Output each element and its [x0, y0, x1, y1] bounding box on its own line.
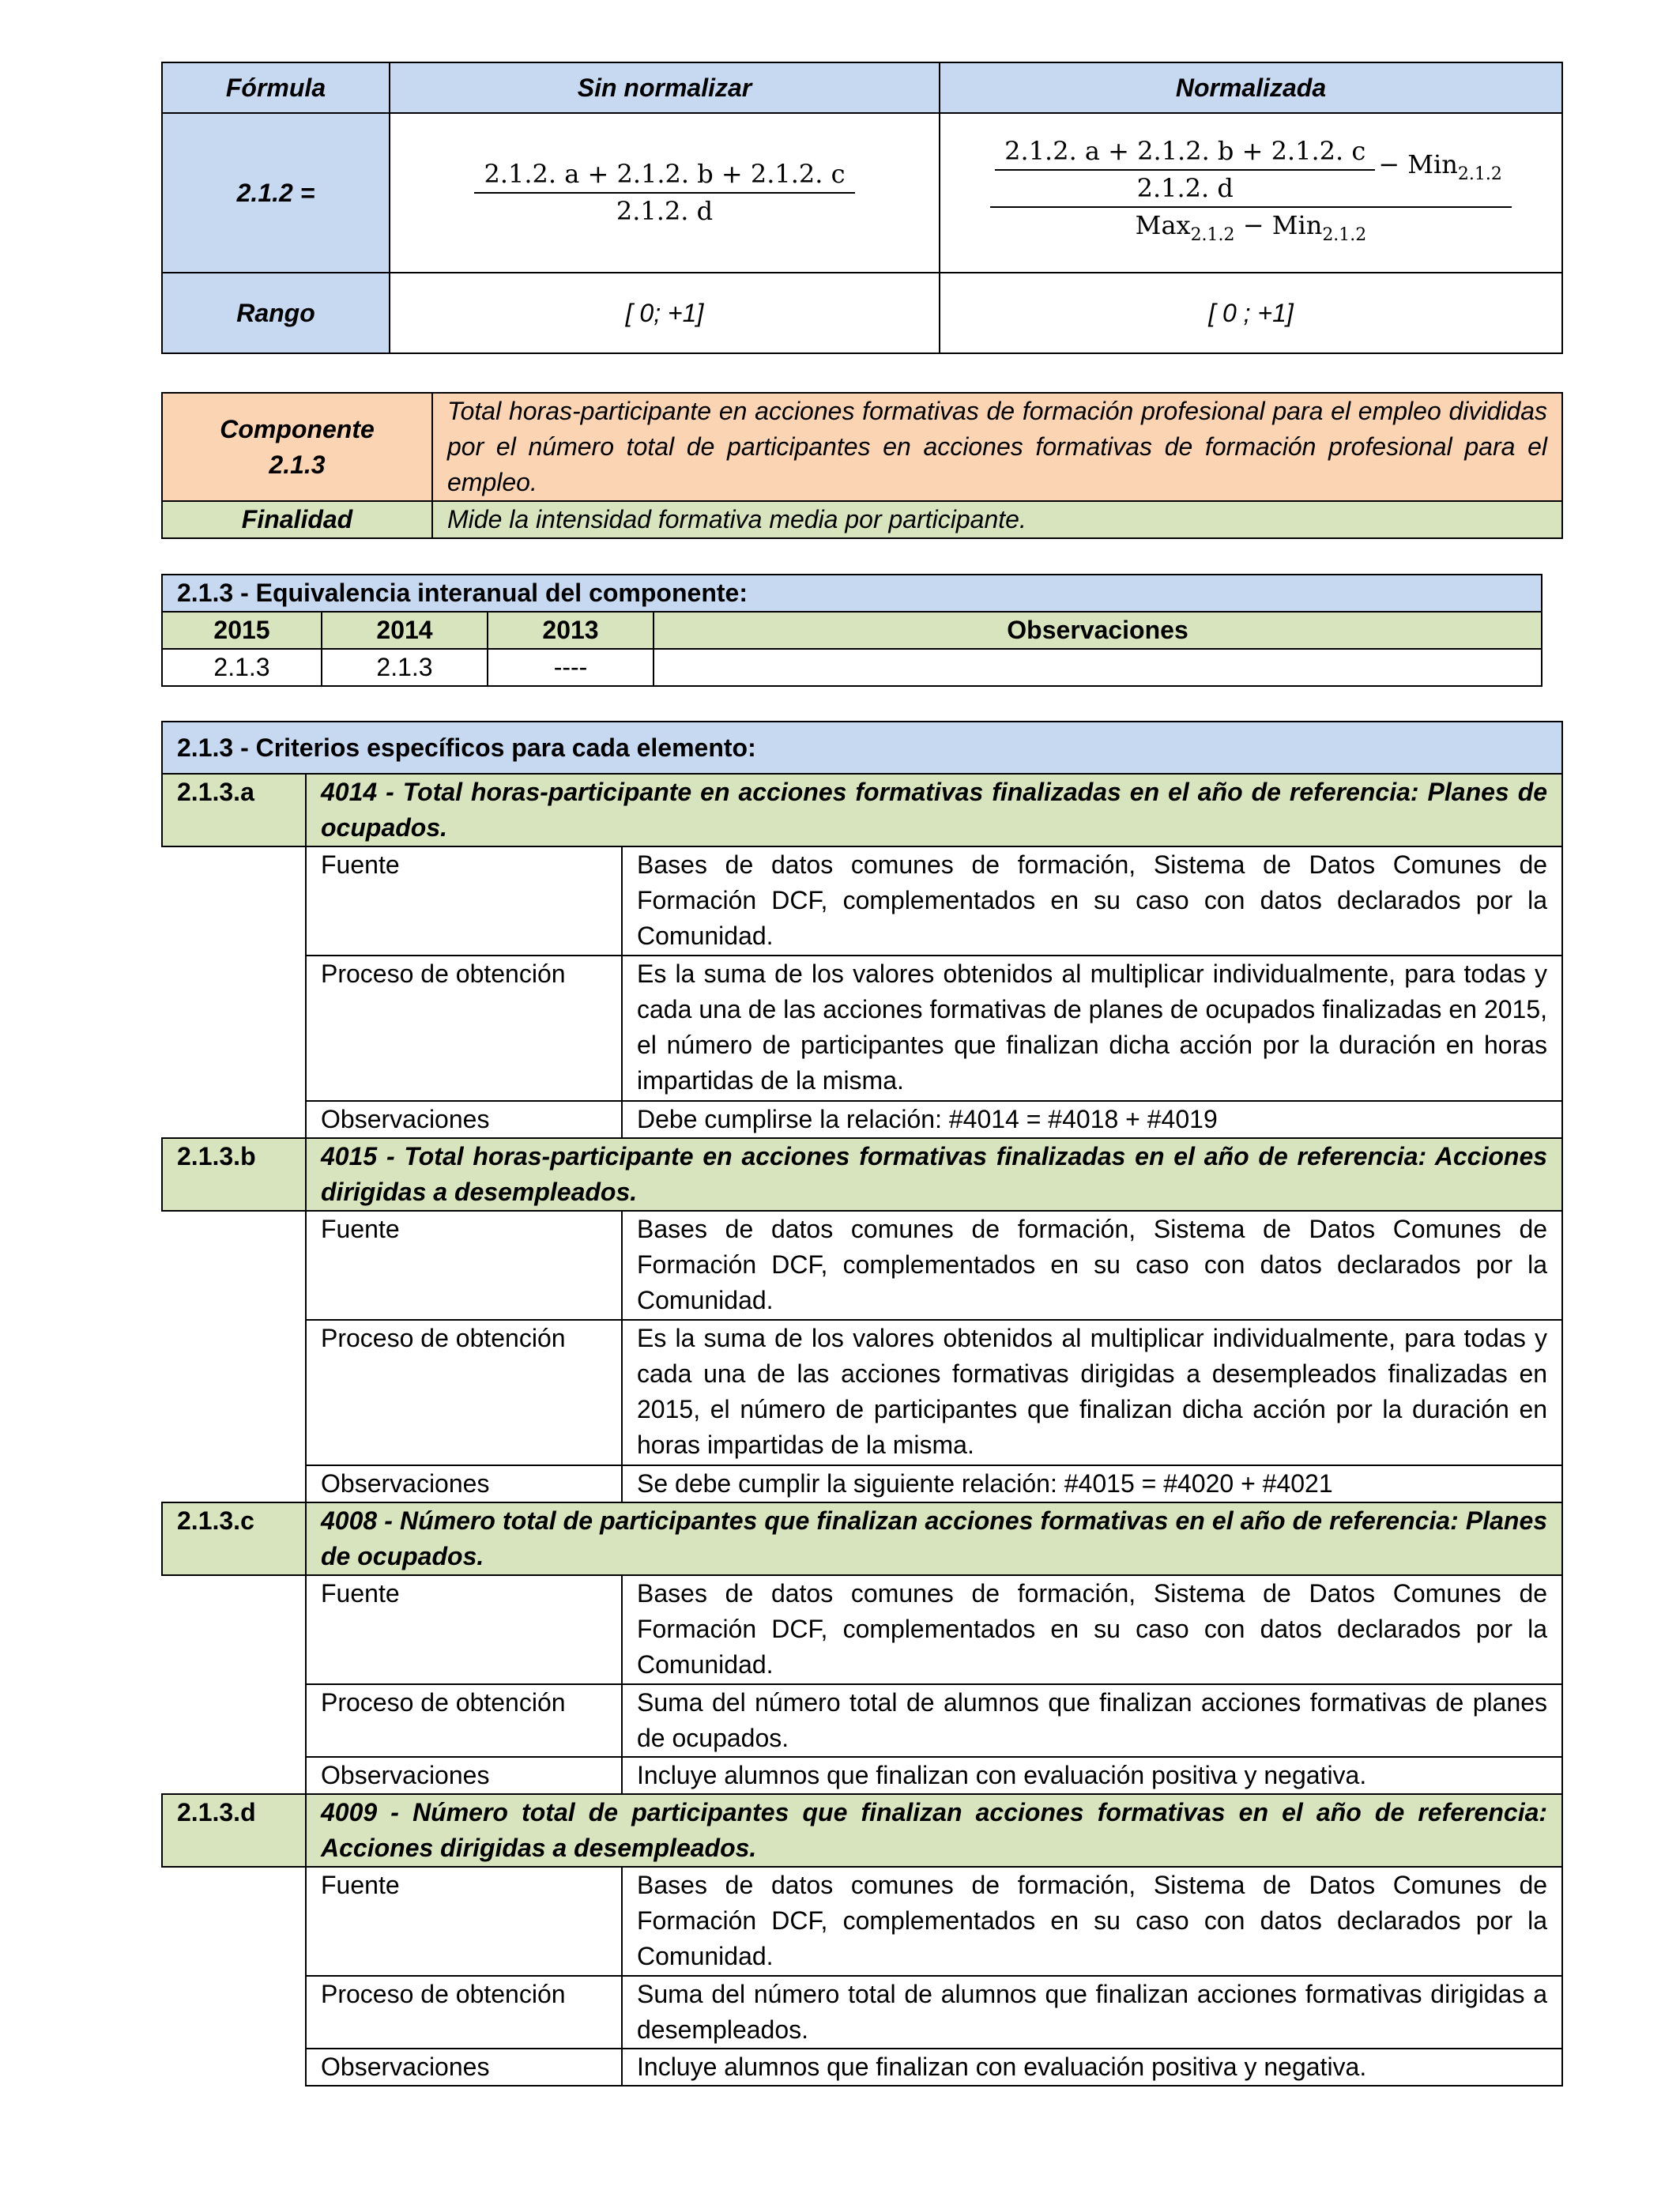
inner-denominator: 2.1.2. d: [995, 169, 1375, 206]
row-label: Fuente: [306, 1575, 622, 1684]
equiv-2013: ----: [488, 649, 654, 686]
row-label: Proceso de obtención: [306, 1976, 622, 2049]
spacer: [162, 846, 306, 956]
rango-sin-normalizar: [ 0; +1]: [390, 273, 940, 353]
row-text: Bases de datos comunes de formación, Sistema de Datos Comunes de Formación DCF, complementados en su caso con datos declarados por la Comunidad.: [622, 846, 1562, 956]
row-label: Observaciones: [306, 1101, 622, 1138]
equivalence-title: 2.1.3 - Equivalencia interanual del componente:: [162, 575, 1542, 612]
numerator: 2.1.2. a + 2.1.2. b + 2.1.2. c: [484, 159, 846, 189]
year-2013-header: 2013: [488, 612, 654, 649]
formula-header: Fórmula: [162, 62, 390, 113]
rango-label: Rango: [162, 273, 390, 353]
row-label: Proceso de obtención: [306, 956, 622, 1101]
row-text: Bases de datos comunes de formación, Sistema de Datos Comunes de Formación DCF, complementados en su caso con datos declarados por la Comunidad.: [622, 1575, 1562, 1684]
sin-normalizar-formula: [390, 113, 940, 273]
row-text: Bases de datos comunes de formación, Sistema de Datos Comunes de Formación DCF, complementados en su caso con datos declarados por la Comunidad.: [622, 1211, 1562, 1320]
sin-normalizar-header: Sin normalizar: [390, 62, 940, 113]
criteria-title: 2.1.3 - Criterios específicos para cada elemento:: [162, 722, 1562, 774]
element-title: 4014 - Total horas-participante en acciones formativas finalizadas en el año de referencia: Planes de ocupados.: [306, 774, 1562, 846]
row-text: Incluye alumnos que finalizan con evaluación positiva y negativa.: [622, 1757, 1562, 1794]
row-text: Suma del número total de alumnos que finalizan acciones formativas de planes de ocupados.: [622, 1684, 1562, 1757]
spacer: [162, 1976, 306, 2049]
element-code: 2.1.3.a: [162, 774, 306, 846]
spacer: [162, 1757, 306, 1794]
observaciones-header: Observaciones: [654, 612, 1542, 649]
element-title: 4015 - Total horas-participante en acciones formativas finalizadas en el año de referencia: Acciones dirigidas a desempleados.: [306, 1138, 1562, 1211]
row-text: Incluye alumnos que finalizan con evaluación positiva y negativa.: [622, 2049, 1562, 2086]
component-table: [161, 392, 1563, 539]
element-code: 2.1.3.d: [162, 1794, 306, 1867]
denominator: 2.1.2. d: [474, 192, 854, 229]
row-label: Proceso de obtención: [306, 1684, 622, 1757]
spacer: [162, 2049, 306, 2086]
formula-table: [161, 62, 1563, 354]
component-label: Componente 2.1.3: [162, 393, 432, 501]
spacer: [162, 1867, 306, 1976]
row-label: Observaciones: [306, 2049, 622, 2086]
year-2014-header: 2014: [322, 612, 488, 649]
spacer: [162, 1211, 306, 1320]
minus-min: − Min$_{2.1.2}$: [1378, 149, 1502, 184]
equiv-2014: 2.1.3: [322, 649, 488, 686]
row-text: Debe cumplirse la relación: #4014 = #4018 + #4019: [622, 1101, 1562, 1138]
equiv-2015: 2.1.3: [162, 649, 322, 686]
inner-fraction: [1000, 134, 1370, 206]
normalizada-formula: [940, 113, 1562, 273]
spacer: [162, 1684, 306, 1757]
component-description: Total horas-participante en acciones formativas de formación profesional para el empleo divididas por el número total de participantes en acciones formativas de formación profesional para el empleo.: [432, 393, 1562, 501]
row-label: Fuente: [306, 846, 622, 956]
finalidad-text: Mide la intensidad formativa media por participante.: [432, 501, 1562, 538]
criteria-table: [161, 721, 1563, 2087]
spacer: [162, 1320, 306, 1465]
spacer: [162, 1101, 306, 1138]
element-title: 4008 - Número total de participantes que finalizan acciones formativas en el año de referencia: Planes de ocupados.: [306, 1502, 1562, 1575]
row-text: Suma del número total de alumnos que finalizan acciones formativas dirigidas a desempleados.: [622, 1976, 1562, 2049]
spacer: [162, 956, 306, 1101]
spacer: [162, 1465, 306, 1502]
row-label: Observaciones: [306, 1465, 622, 1502]
year-2015-header: 2015: [162, 612, 322, 649]
row-text: Bases de datos comunes de formación, Sistema de Datos Comunes de Formación DCF, complementados en su caso con datos declarados por la Comunidad.: [622, 1867, 1562, 1976]
row-text: Es la suma de los valores obtenidos al multiplicar individualmente, para todas y cada una de las acciones formativas de planes de ocupados finalizadas en 2015, el número de participantes que finalizan dicha acción por la duración en horas impartidas de la misma.: [622, 956, 1562, 1101]
row-label: Observaciones: [306, 1757, 622, 1794]
normalizada-header: Normalizada: [940, 62, 1562, 113]
spacer: [162, 1575, 306, 1684]
element-code: 2.1.3.b: [162, 1138, 306, 1211]
element-title: 4009 - Número total de participantes que finalizan acciones formativas en el año de referencia: Acciones dirigidas a desempleados.: [306, 1794, 1562, 1867]
formula-row-label: 2.1.2 =: [162, 113, 390, 273]
row-label: Fuente: [306, 1211, 622, 1320]
equiv-observaciones: [654, 649, 1542, 686]
fraction: [479, 156, 849, 229]
element-code: 2.1.3.c: [162, 1502, 306, 1575]
row-label: Proceso de obtención: [306, 1320, 622, 1465]
outer-numerator: [995, 134, 1507, 206]
outer-fraction: [995, 134, 1507, 253]
row-label: Fuente: [306, 1867, 622, 1976]
equivalence-table: [161, 574, 1543, 687]
outer-denominator: Max$_{2.1.2}$ − Min$_{2.1.2}$: [990, 206, 1512, 253]
row-text: Es la suma de los valores obtenidos al multiplicar individualmente, para todas y cada una de las acciones formativas dirigidas a desempleados finalizadas en 2015, el número de participantes que finalizan dicha acción por la duración en horas impartidas de la misma.: [622, 1320, 1562, 1465]
row-text: Se debe cumplir la siguiente relación: #4015 = #4020 + #4021: [622, 1465, 1562, 1502]
rango-normalizada: [ 0 ; +1]: [940, 273, 1562, 353]
inner-numerator: 2.1.2. a + 2.1.2. b + 2.1.2. c: [1004, 135, 1366, 166]
finalidad-label: Finalidad: [162, 501, 432, 538]
